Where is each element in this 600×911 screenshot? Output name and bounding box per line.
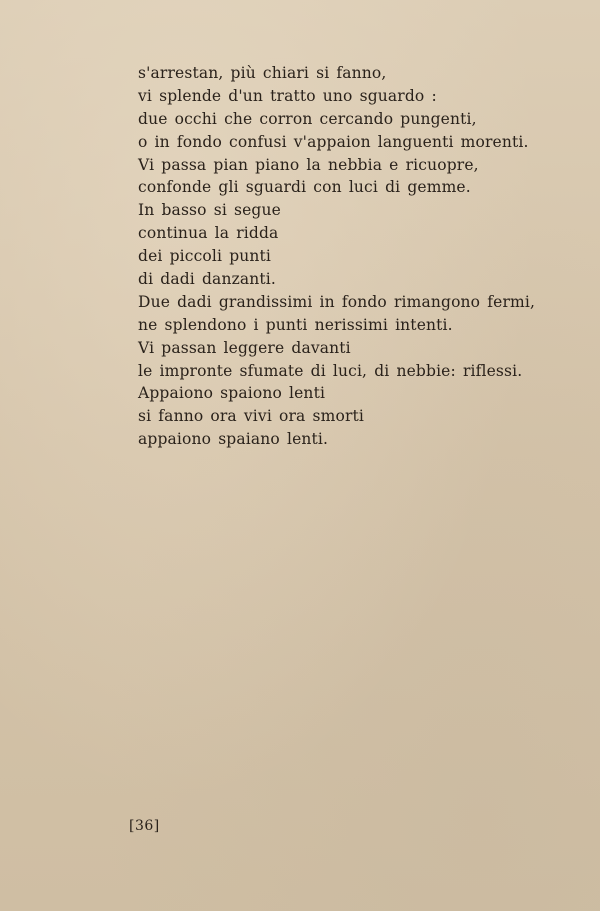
poem-line: Vi passan leggere davanti: [138, 338, 351, 357]
page-number: [36]: [129, 818, 160, 834]
poem-line: si fanno ora vivi ora smorti: [138, 407, 364, 426]
poem-line: o in fondo confusi v'appaion languenti morenti.: [138, 132, 529, 151]
poem-line: continua la ridda: [138, 224, 279, 243]
poem-line: In basso si segue: [138, 201, 281, 220]
poem-line: due occhi che corron cercando pungenti,: [138, 109, 477, 128]
poem-line: di dadi danzanti.: [138, 270, 276, 289]
poem-line: ne splendono i punti nerissimi intenti.: [138, 315, 453, 334]
poem-line: dei piccoli punti: [138, 247, 272, 266]
poem-line: vi splende d'un tratto uno sguardo :: [138, 86, 437, 105]
poem-text: [138, 62, 578, 451]
poem-line: Vi passa pian piano la nebbia e ricuopre,: [138, 155, 479, 174]
poem-line: Due dadi grandissimi in fondo rimangono fermi,: [138, 292, 536, 311]
poem-line: appaiono spaiano lenti.: [138, 430, 329, 449]
poem-line: le impronte sfumate di luci, di nebbie: riflessi.: [138, 361, 523, 380]
poem-line: confonde gli sguardi con luci di gemme.: [138, 178, 471, 197]
poem-line: s'arrestan, più chiari si fanno,: [138, 64, 387, 82]
poem-line: Appaiono spaiono lenti: [138, 384, 326, 403]
